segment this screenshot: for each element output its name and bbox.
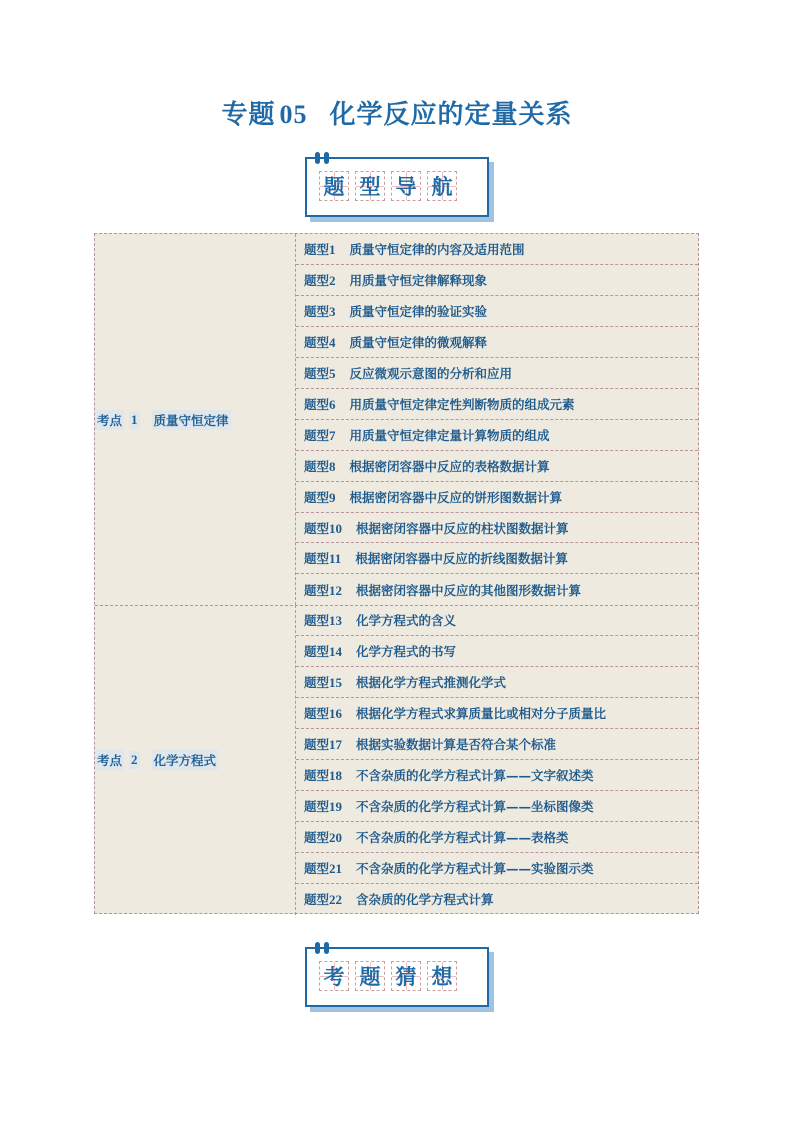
item-num: 20 — [329, 830, 343, 845]
item-prefix: 题型 — [304, 303, 330, 319]
item-prefix: 题型 — [304, 860, 330, 876]
item-label — [296, 797, 342, 815]
item-num: 6 — [329, 396, 336, 412]
page-title — [0, 94, 794, 131]
item-label — [296, 642, 342, 660]
item-prefix: 题型 — [304, 613, 330, 629]
question-type-item — [296, 760, 698, 791]
group-name: 化学方程式 — [152, 750, 219, 770]
item-text: 根据化学方程式推测化学式 — [356, 675, 507, 691]
question-type-item — [296, 544, 698, 575]
group-name: 质量守恒定律 — [152, 410, 231, 430]
toc-table — [94, 233, 699, 914]
question-type-item — [296, 698, 698, 729]
item-label — [296, 766, 342, 784]
item-prefix: 题型 — [304, 520, 330, 536]
title-main: 化学反应的定量关系 — [329, 100, 573, 130]
item-label — [296, 890, 342, 908]
section-badge-question-types — [305, 152, 491, 224]
item-num: 1 — [329, 241, 336, 257]
item-text: 根据密闭容器中反应的表格数据计算 — [349, 458, 550, 474]
section-badge-exam-predictions — [305, 942, 491, 1014]
question-type-item — [296, 853, 698, 884]
group-label — [95, 605, 295, 915]
item-text: 质量守恒定律的微观解释 — [349, 334, 488, 350]
question-type-item — [296, 574, 698, 605]
item-num: 5 — [329, 365, 336, 381]
item-num: 13 — [329, 613, 343, 629]
item-num: 10 — [329, 520, 343, 536]
question-type-item — [296, 420, 698, 451]
item-prefix: 题型 — [304, 830, 330, 845]
item-prefix: 题型 — [304, 334, 330, 350]
item-text: 化学方程式的含义 — [356, 613, 457, 629]
question-type-item — [296, 791, 698, 822]
badge-char: 导 — [391, 171, 421, 201]
item-text: 不含杂质的化学方程式计算——实验图示类 — [356, 860, 594, 876]
item-text: 含杂质的化学方程式计算 — [356, 892, 494, 908]
item-num: 11 — [329, 551, 342, 567]
item-label — [296, 735, 342, 753]
item-prefix: 题型 — [304, 365, 330, 381]
question-type-item — [296, 636, 698, 667]
badge-char: 题 — [355, 961, 385, 991]
item-num: 22 — [329, 892, 343, 908]
item-text: 不含杂质的化学方程式计算——表格类 — [356, 830, 569, 845]
group-num: 2 — [131, 752, 138, 768]
question-type-item — [296, 265, 698, 296]
item-num: 2 — [329, 272, 336, 288]
question-type-item — [296, 822, 698, 853]
item-prefix: 题型 — [304, 458, 330, 474]
item-text: 根据化学方程式求算质量比或相对分子质量比 — [356, 706, 607, 722]
item-label — [296, 426, 336, 444]
item-prefix: 题型 — [304, 396, 330, 412]
item-num: 14 — [329, 644, 343, 660]
item-prefix: 题型 — [304, 675, 330, 691]
badge-char: 想 — [427, 961, 457, 991]
item-prefix: 题型 — [304, 706, 330, 722]
item-label — [296, 859, 342, 877]
item-label — [296, 457, 336, 475]
item-label — [296, 519, 342, 537]
item-prefix: 题型 — [304, 241, 330, 257]
item-prefix: 题型 — [304, 551, 330, 567]
group-kao: 考点 — [95, 750, 124, 770]
toc-group — [95, 605, 700, 915]
item-prefix: 题型 — [304, 799, 330, 815]
question-type-item — [296, 667, 698, 698]
item-text: 根据密闭容器中反应的折线图数据计算 — [355, 551, 568, 567]
item-label — [296, 828, 342, 846]
item-num: 9 — [329, 489, 336, 505]
item-text: 化学方程式的书写 — [356, 644, 457, 660]
item-num: 8 — [329, 458, 336, 474]
item-num: 18 — [329, 768, 343, 784]
item-label — [296, 364, 336, 382]
item-prefix: 题型 — [304, 644, 330, 660]
item-prefix: 题型 — [304, 892, 330, 908]
item-num: 15 — [329, 675, 343, 691]
question-type-item — [296, 729, 698, 760]
group-kao: 考点 — [95, 410, 124, 430]
question-type-item — [296, 389, 698, 420]
item-text: 用质量守恒定律解释现象 — [349, 272, 488, 288]
question-type-item — [296, 451, 698, 482]
question-type-item — [296, 513, 698, 544]
question-type-item — [296, 605, 698, 636]
badge-char: 航 — [427, 171, 457, 201]
question-type-item — [296, 296, 698, 327]
badge-char: 题 — [319, 171, 349, 201]
item-label — [296, 611, 342, 629]
item-text: 反应微观示意图的分析和应用 — [349, 365, 513, 381]
item-label — [296, 581, 342, 599]
item-prefix: 题型 — [304, 582, 330, 598]
item-num: 16 — [329, 706, 343, 722]
toc-group — [95, 234, 700, 605]
question-type-item — [296, 884, 698, 915]
item-num: 3 — [329, 303, 336, 319]
group-num: 1 — [131, 411, 138, 427]
badge-char: 猜 — [391, 961, 421, 991]
item-text: 用质量守恒定律定性判断物质的组成元素 — [349, 396, 575, 412]
group-label — [95, 234, 295, 605]
item-label — [296, 333, 336, 351]
item-text: 根据实验数据计算是否符合某个标准 — [356, 737, 557, 753]
item-text: 不含杂质的化学方程式计算——文字叙述类 — [356, 768, 594, 784]
item-text: 质量守恒定律的内容及适用范围 — [349, 241, 525, 257]
item-label — [296, 704, 342, 722]
question-type-item — [296, 234, 698, 265]
item-text: 质量守恒定律的验证实验 — [349, 303, 488, 319]
item-text: 根据密闭容器中反应的其他图形数据计算 — [356, 582, 582, 598]
item-prefix: 题型 — [304, 489, 330, 505]
question-type-item — [296, 327, 698, 358]
item-num: 7 — [329, 427, 336, 443]
item-label — [296, 395, 336, 413]
item-label — [296, 271, 336, 289]
item-num: 19 — [329, 799, 343, 815]
item-text: 根据密闭容器中反应的柱状图数据计算 — [356, 520, 569, 536]
item-num: 12 — [329, 582, 343, 598]
item-text: 根据密闭容器中反应的饼形图数据计算 — [349, 489, 563, 505]
item-prefix: 题型 — [304, 768, 330, 784]
question-type-item — [296, 358, 698, 389]
badge-char: 考 — [319, 961, 349, 991]
item-label — [296, 673, 342, 691]
item-label — [296, 488, 336, 506]
item-text: 用质量守恒定律定量计算物质的组成 — [349, 427, 550, 443]
item-num: 21 — [329, 860, 343, 876]
item-label — [296, 302, 336, 320]
item-num: 4 — [329, 334, 336, 350]
item-label — [296, 240, 336, 258]
item-label — [296, 549, 341, 567]
item-prefix: 题型 — [304, 427, 330, 443]
item-text: 不含杂质的化学方程式计算——坐标图像类 — [356, 799, 594, 815]
title-prefix: 专题 — [221, 100, 276, 130]
item-prefix: 题型 — [304, 272, 330, 288]
item-prefix: 题型 — [304, 737, 330, 753]
question-type-item — [296, 482, 698, 513]
title-number: 05 — [279, 100, 308, 129]
badge-char: 型 — [355, 171, 385, 201]
item-num: 17 — [329, 737, 343, 753]
